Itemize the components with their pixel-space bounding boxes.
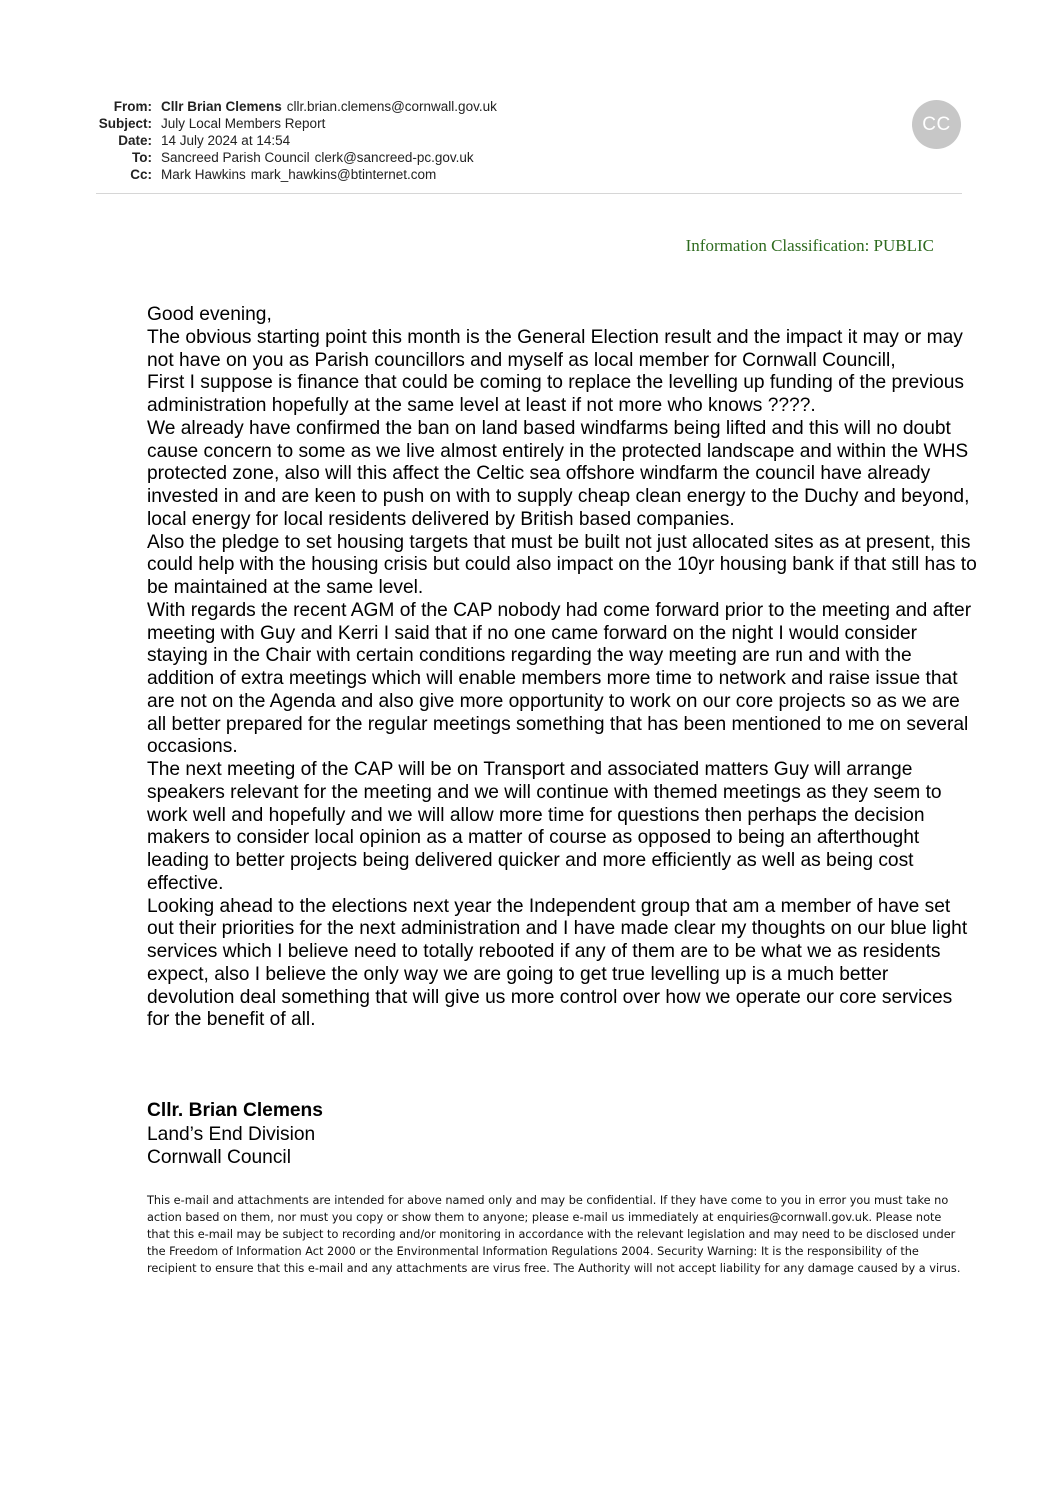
sender-avatar: CC	[912, 100, 961, 149]
header-subject-row	[96, 115, 962, 132]
body-paragraph: The next meeting of the CAP will be on Transport and associated matters Guy will arrange speakers relevant for the meeting and we will continue with themed meetings as they seem to work well and hopefully and we will allow more time for questions then perhaps the decision makers to consider local opinion as a matter of course as opposed to being an afterthought leading to better projects being delivered quicker and more efficiently as well as being cost effective.	[147, 759, 942, 894]
header-to-row	[96, 149, 962, 166]
cc-label: Cc:	[130, 167, 152, 182]
subject-value: July Local Members Report	[161, 116, 326, 131]
header-cc-row	[96, 166, 962, 183]
email-signature	[147, 1099, 323, 1170]
signature-name: Cllr. Brian Clemens	[147, 1100, 323, 1121]
signature-division: Land’s End Division	[147, 1123, 316, 1145]
sender-email[interactable]: cllr.brian.clemens@cornwall.gov.uk	[286, 99, 497, 114]
to-value	[161, 149, 474, 166]
cc-email[interactable]: mark_hawkins@btinternet.com	[250, 167, 437, 182]
body-paragraph: The obvious starting point this month is the General Election result and the impact it may or may not have on you as Parish councillors and myself as local member for Cornwall Councill,	[147, 326, 963, 371]
body-paragraph: Looking ahead to the elections next year the Independent group that am a member of have set out their priorities for the next administration and I have made clear my thoughts on our blue light services which I believe need to totally rebooted if any of them are to be what we as residents expect, also I believe the only way we are going to get true levelling up is a much better devolution deal something that will give us more control over how we operate our core services for the benefit of all.	[147, 895, 968, 1031]
cc-name: Mark Hawkins	[161, 167, 246, 182]
header-divider	[96, 193, 962, 194]
from-label: From:	[113, 99, 152, 114]
body-paragraph: Also the pledge to set housing targets that must be built not just allocated sites as at present, this could help with the housing crisis but could also impact on the 10yr housing bank if that still has to be maintained at the same level.	[147, 531, 977, 598]
email-body	[147, 304, 977, 1032]
recipient-name: Sancreed Parish Council	[161, 150, 310, 165]
body-paragraph: First I suppose is finance that could be coming to replace the levelling up funding of the previous administration hopefully at the same level at least if not more who knows ????.	[147, 372, 965, 416]
legal-disclaimer: This e-mail and attachments are intended for above named only and may be confidential. If they have come to you in error you must take no action based on them, nor must you copy or show them to anyone; please e-mail us immediately at enquiries@cornwall.gov.uk. Please note that this e-mail may be subject to recording and/or monitoring in accordance with the relevant legislation and may need to be disclosed under the Freedom of Information Act 2000 or the Environmental Information Regulations 2004. Security Warning: It is the responsibility of the recipient to ensure that this e-mail and any attachments are virus free. The Authority will not accept liability for any damage caused by a virus.	[147, 1194, 961, 1275]
date-value: 14 July 2024 at 14:54	[161, 133, 291, 148]
date-label: Date:	[118, 133, 152, 148]
sender-name: Cllr Brian Clemens	[161, 99, 282, 114]
body-paragraph: With regards the recent AGM of the CAP nobody had come forward prior to the meeting and after meeting with Guy and Kerri I said that if no one came forward on the night I would consider staying in the Chair with certain conditions regarding the way meeting are run and with the addition of extra meetings which will enable members more time to network and raise issue that are not on the Agenda and also give more opportunity to work on our core projects so as we are all better prepared for the regular meetings something that has been mentioned to me on several occasions.	[147, 599, 972, 758]
recipient-email[interactable]: clerk@sancreed-pc.gov.uk	[314, 150, 474, 165]
greeting: Good evening,	[147, 304, 272, 325]
body-paragraph: We already have confirmed the ban on land based windfarms being lifted and this will no doubt cause concern to some as we live almost entirely in the protected landscape and within the WHS protected zone, also will this affect the Celtic sea offshore windfarm the council have already invested in and are keen to push on with to supply cheap clean energy to the Duchy and beyond, local energy for local residents delivered by British based companies.	[147, 417, 970, 530]
header-date-row	[96, 132, 962, 149]
header-from-row	[96, 98, 962, 115]
information-classification: Information Classification: PUBLIC	[685, 236, 934, 255]
cc-value	[161, 166, 436, 183]
from-value	[161, 98, 497, 115]
email-header	[96, 98, 962, 183]
signature-council: Cornwall Council	[147, 1147, 291, 1168]
subject-label: Subject:	[98, 116, 152, 131]
to-label: To:	[132, 150, 152, 165]
